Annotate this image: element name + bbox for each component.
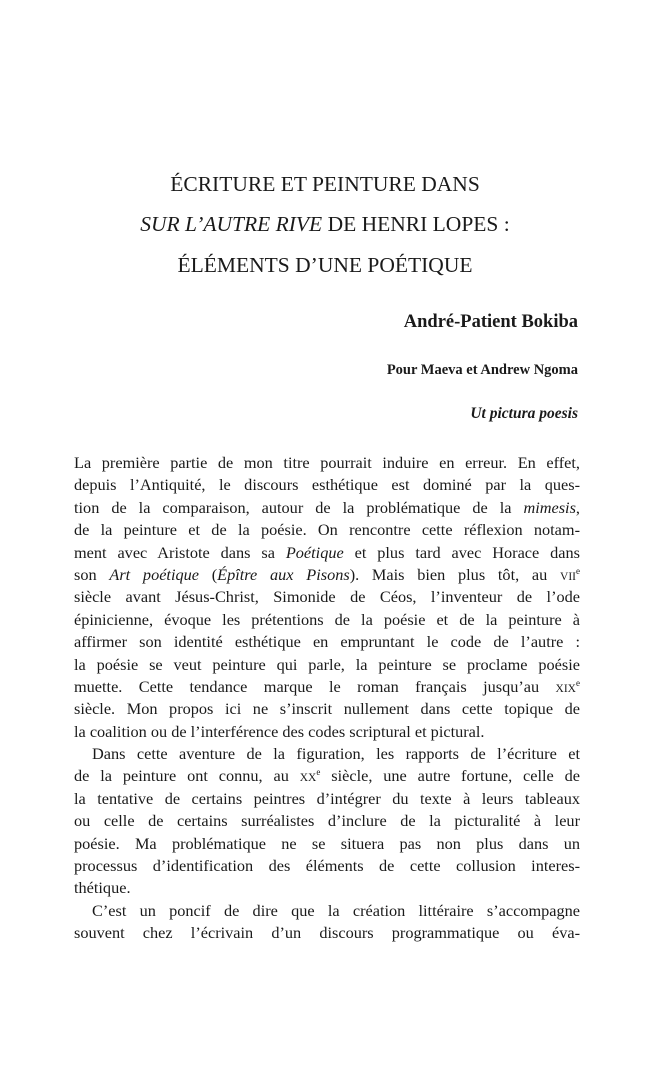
body-line: affirmer son identité esthétique en empruntant le code de l’autre : [74,632,580,652]
superscript: e [316,767,321,778]
body-line: ou celle de certains surréalistes d’inclure de la picturalité à leur [74,811,580,831]
title-book-name: SUR L’AUTRE RIVE [140,212,323,236]
title-line-3: ÉLÉMENTS D’UNE POÉTIQUE [177,253,473,277]
body-line [74,542,580,564]
text-run: , [575,497,580,517]
body-line [74,676,580,698]
body-line [74,564,580,586]
roman-numeral: XIX [555,682,576,695]
body-line: souvent chez l’écrivain d’un discours programmatique ou éva- [74,923,580,943]
text-run: et plus tard avec Horace dans [343,542,580,562]
title-line-2 [0,212,650,237]
body-line: C’est un poncif de dire que la création littéraire s’accompagne [92,900,580,920]
title-line-1: ÉCRITURE ET PEINTURE DANS [170,172,480,196]
text-run: ( [199,564,218,584]
italic-term: mimesis [523,497,576,517]
body-line: la tentative de certains peintres d’intégrer du texte à leurs tableaux [74,788,580,808]
text-run: tion de la comparaison, autour de la problématique de la [74,497,524,517]
author-name: André-Patient Bokiba [403,312,578,332]
dedication: Pour Maeva et Andrew Ngoma [386,362,578,378]
body-text [74,452,580,945]
body-line: la poésie se veut peinture qui parle, la peinture se proclame poésie [74,654,580,674]
text-run: muette. Cette tendance marque le roman français jusqu’au [74,676,556,696]
body-line: siècle. Mon propos ici ne s’inscrit nullement dans cette topique de [74,699,580,719]
body-line: épinicienne, évoque les prétentions de la poésie et de la peinture à [74,609,580,629]
body-line: Dans cette aventure de la figuration, les rapports de l’écriture et [92,744,580,764]
body-line: poésie. Ma problématique ne se situera pas non plus dans un [74,833,580,853]
body-line: depuis l’Antiquité, le discours esthétique est dominé par la ques- [74,475,580,495]
text-run: son [74,564,110,584]
text-run: ). Mais bien plus tôt, au [349,564,561,584]
roman-numeral: XX [299,772,317,785]
body-line: de la peinture et de la poésie. On rencontre cette réflexion notam- [74,520,580,540]
superscript: e [576,565,580,576]
body-line: processus d’identification des éléments de cette collusion interes- [74,856,580,876]
body-line [74,497,580,519]
body-line: thétique. [74,878,131,898]
text-run: de la peinture ont connu, au [74,766,300,786]
body-line: la coalition ou de l’interférence des codes scriptural et pictural. [74,721,485,741]
title-line-2-rest: DE HENRI LOPES : [322,212,510,236]
body-line: La première partie de mon titre pourrait induire en erreur. En effet, [74,453,580,472]
roman-numeral: VII [560,570,576,583]
epigraph: Ut pictura poesis [470,405,578,422]
italic-title: Art poétique [109,564,199,584]
italic-title: Poétique [285,542,344,562]
superscript: e [576,677,580,688]
body-line [74,765,580,787]
italic-title: Épître aux Pisons [217,564,350,584]
body-line: siècle avant Jésus-Christ, Simonide de Céos, l’inventeur de l’ode [74,587,580,607]
text-run: ment avec Aristote dans sa [74,542,286,562]
text-run: siècle, une autre fortune, celle de [320,766,580,786]
